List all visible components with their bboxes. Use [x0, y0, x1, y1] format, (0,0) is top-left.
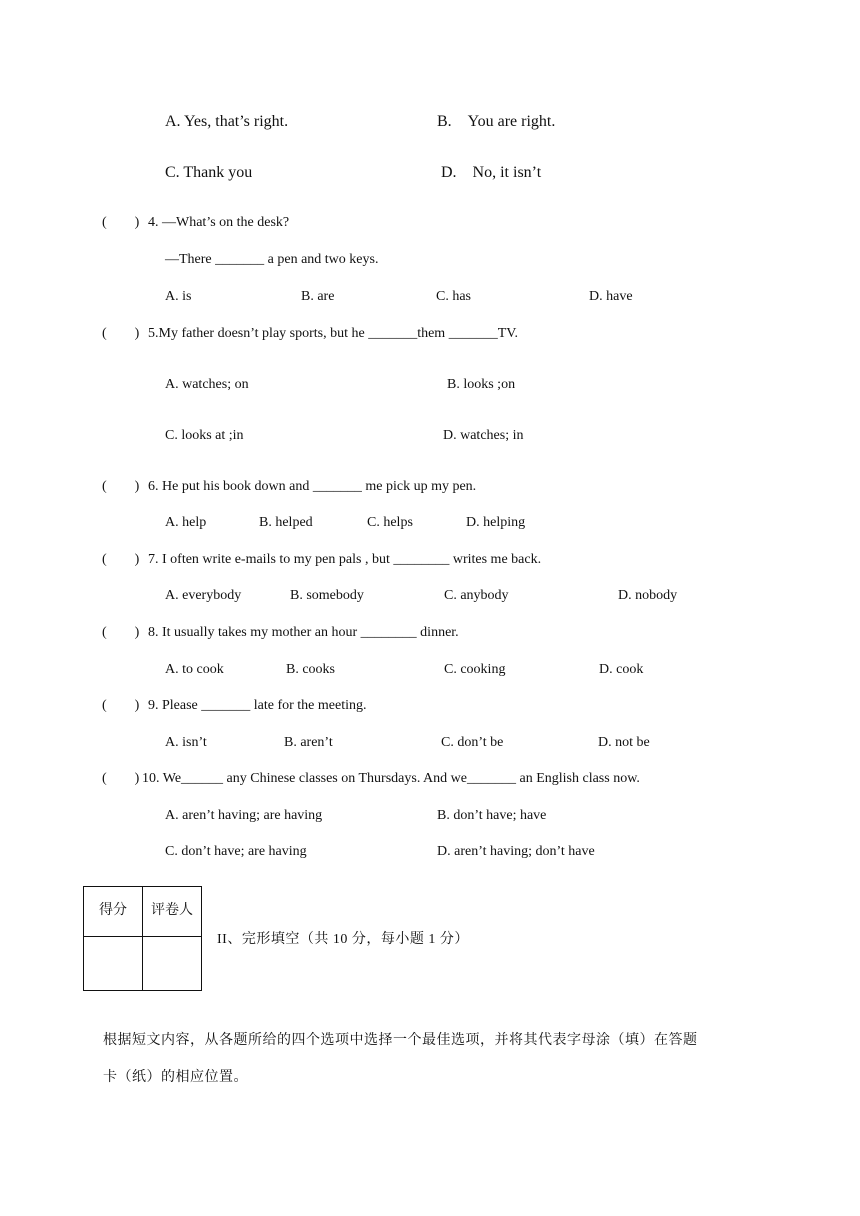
q4-option-b: B. are	[301, 289, 335, 304]
q3-option-a: A. Yes, that’s right.	[165, 113, 289, 130]
section-instruction-line2: 卡（纸）的相应位置。	[103, 1070, 248, 1085]
q4-option-c: C. has	[436, 289, 471, 304]
q9-option-a: A. isn’t	[165, 735, 207, 750]
q10-option-a: A. aren’t having; are having	[165, 808, 323, 823]
q6-option-d: D. helping	[466, 515, 526, 530]
q10-option-b: B. don’t have; have	[437, 808, 547, 823]
q9-option-b: B. aren’t	[284, 735, 333, 750]
q7-option-c: C. anybody	[444, 588, 509, 603]
q10-option-c: C. don’t have; are having	[165, 844, 307, 859]
q3-option-c: C. Thank you	[165, 164, 253, 181]
q9-answer-paren: ( )	[102, 698, 140, 713]
q10-answer-paren: ( )	[102, 771, 140, 786]
q7-option-a: A. everybody	[165, 588, 242, 603]
q5-option-a: A. watches; on	[165, 377, 249, 392]
score-header: 得分	[84, 887, 143, 937]
q6-answer-paren: ( )	[102, 479, 140, 494]
q4-option-a: A. is	[165, 289, 192, 304]
q3-option-d: D. No, it isn’t	[441, 164, 542, 181]
q8-option-c: C. cooking	[444, 662, 506, 677]
score-cell	[84, 937, 143, 991]
grader-header: 评卷人	[143, 887, 202, 937]
grader-cell	[143, 937, 202, 991]
section-instruction-line1: 根据短文内容，从各题所给的四个选项中选择一个最佳选项，并将其代表字母涂（填）在答题	[103, 1033, 698, 1048]
q10-stem: 10. We______ any Chinese classes on Thursdays. And we_______ an English class now.	[142, 771, 640, 786]
q9-stem: 9. Please _______ late for the meeting.	[148, 698, 367, 713]
q8-option-d: D. cook	[599, 662, 644, 677]
q6-stem: 6. He put his book down and _______ me pick up my pen.	[148, 479, 477, 494]
score-table	[83, 886, 202, 991]
q6-option-b: B. helped	[259, 515, 313, 530]
q7-stem: 7. I often write e-mails to my pen pals , but ________ writes me back.	[148, 552, 542, 567]
q8-option-a: A. to cook	[165, 662, 224, 677]
q9-option-d: D. not be	[598, 735, 650, 750]
q4-answer-paren: ( )	[102, 215, 140, 230]
q6-option-c: C. helps	[367, 515, 413, 530]
q9-option-c: C. don’t be	[441, 735, 504, 750]
q4-option-d: D. have	[589, 289, 633, 304]
q4-stem: 4. —What’s on the desk?	[148, 215, 290, 230]
q7-answer-paren: ( )	[102, 552, 140, 567]
q5-answer-paren: ( )	[102, 326, 140, 341]
q8-stem: 8. It usually takes my mother an hour ________ dinner.	[148, 625, 459, 640]
q10-option-d: D. aren’t having; don’t have	[437, 844, 595, 859]
section-title: II、完形填空（共 10 分，每小题 1 分）	[217, 932, 469, 947]
q5-option-c: C. looks at ;in	[165, 428, 244, 443]
q4-stem-line2: —There _______ a pen and two keys.	[165, 252, 379, 267]
q8-option-b: B. cooks	[286, 662, 335, 677]
q7-option-b: B. somebody	[290, 588, 364, 603]
q8-answer-paren: ( )	[102, 625, 140, 640]
q7-option-d: D. nobody	[618, 588, 678, 603]
q5-option-b: B. looks ;on	[447, 377, 516, 392]
q5-stem: 5.My father doesn’t play sports, but he _______them _______TV.	[148, 326, 519, 341]
q5-option-d: D. watches; in	[443, 428, 524, 443]
q6-option-a: A. help	[165, 515, 207, 530]
q3-option-b: B. You are right.	[437, 113, 556, 130]
